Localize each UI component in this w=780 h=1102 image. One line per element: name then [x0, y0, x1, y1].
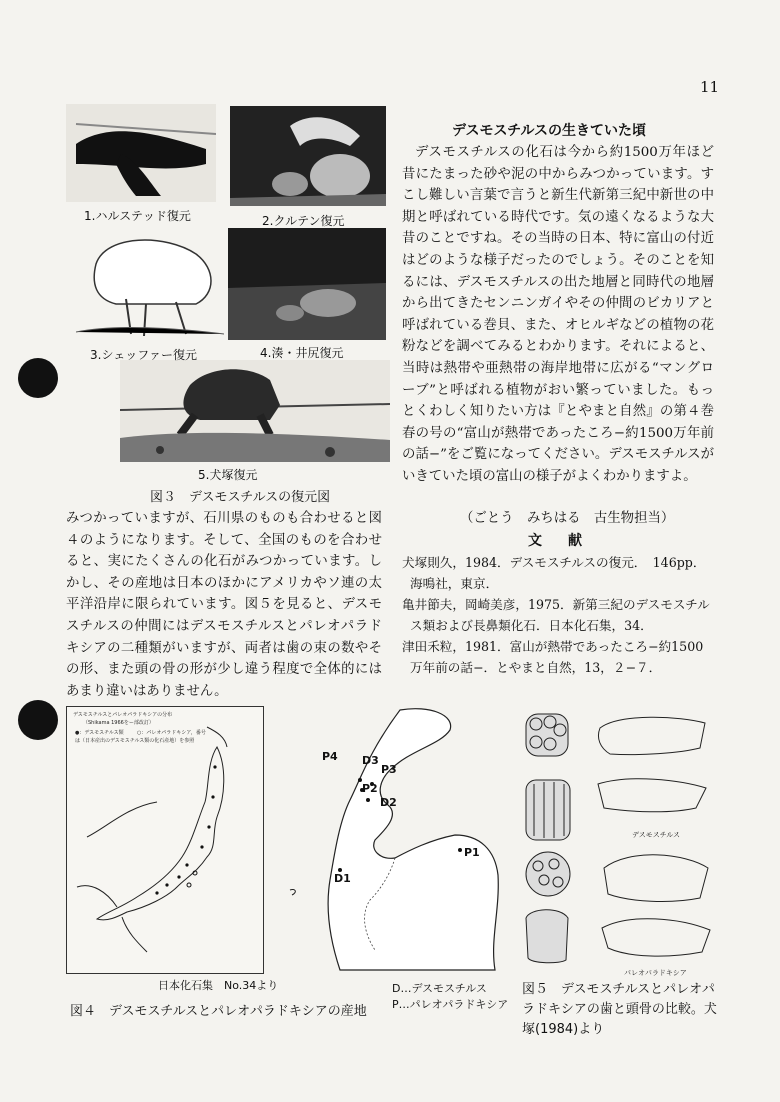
- japan-distribution-map: [66, 706, 264, 974]
- figure3-label-1: 1.ハルステッド復元: [84, 209, 191, 223]
- hokuriku-region-map: [280, 700, 510, 980]
- punch-hole: [18, 358, 58, 398]
- map-source: 日本化石集 No.34より: [158, 979, 279, 992]
- site-label: P2: [362, 782, 378, 795]
- figure3-caption: 図３ デスモスチルスの復元図: [150, 490, 331, 505]
- restoration-inuzuka-image: [120, 360, 390, 462]
- restoration-minato-ijiri-image: [228, 228, 386, 340]
- author-line: （ごとう みちはる 古生物担当）: [460, 511, 675, 526]
- figure5-caption: 図５ デスモスチルスとパレオパラドキシアの歯と頭骨の比較。犬塚(1984)より: [522, 982, 717, 1037]
- references-list: [402, 552, 714, 678]
- reference-item: 津田禾粒，1981．富山が熱帯であったころ−約1500万年前の話−．とやまと自然，13，２−７．: [402, 639, 704, 675]
- map-inset-subtitle: （Shikama 1966をー部改訂）: [83, 720, 154, 726]
- site-label: D1: [334, 872, 351, 885]
- figure3-label-3: 3.シェッファー復元: [90, 348, 197, 362]
- section-title: デスモスチルスの生きていた頃: [452, 123, 647, 139]
- restoration-halstead-image: [66, 104, 216, 202]
- site-label: P4: [322, 750, 338, 763]
- page-number: 11: [700, 78, 720, 96]
- restoration-scheffer-image: [76, 224, 224, 342]
- map-inset-title: デスモスチルスとパレオパラドキシアの分布: [73, 712, 173, 718]
- figure3-label-2: 2.クルテン復元: [262, 214, 345, 228]
- references-heading: 文 献: [528, 533, 588, 549]
- site-label: P1: [464, 846, 480, 859]
- site-label: D2: [380, 796, 397, 809]
- map-inset-legend-2: ○：パレオパラドキシア，番号: [137, 730, 206, 736]
- map-inset-legend-1: ●：デスモスチルス類: [75, 730, 124, 736]
- figure3-label-4: 4.湊・井尻復元: [260, 346, 344, 360]
- label-paleoparadoxia: パレオパラドキシア: [624, 969, 687, 977]
- punch-hole: [18, 700, 58, 740]
- site-label: P3: [381, 763, 397, 776]
- site-label: D3: [362, 754, 379, 767]
- reference-item: 亀井節夫，岡崎美彦，1975．新第三紀のデスモスチルス類および長鼻類化石．日本化石集，34．: [402, 597, 710, 633]
- right-column-paragraph: デスモスチルスの化石は今から約1500万年ほど昔にたまった砂や泥の中からみつかっています。すこし難しい言葉で言うと新生代新第三紀中新世の中期と呼ばれている時代です。気の遠くなるような大昔のことですね。その当時の日本、特に富山の付近はどのような様子だったのでしょう。そのことを知るには、デスモスチルスの出た地層と同時代の地層から出てきたセンニンガイやその仲間のビカリアと呼ばれている巻貝、また、オヒルギなどの植物の花粉などを調べてみるとわかります。それによると、当時は熱帯や亜熱帯の海岸地帯に広がる“マングローブ”と呼ばれる植物がおい繁っていました。もっとくわしく知りたい方は『とやまと自然』の第４巻春の号の“富山が熱帯であったころ−約1500万年前の話−”をご覧になってください。デスモスチルスがいきていた頃の富山の様子がよくわかりますよ。: [402, 145, 714, 484]
- teeth-skull-comparison: [520, 708, 716, 976]
- figure4-caption: 図４ デスモスチルスとパレオパラドキシアの産地: [70, 1004, 367, 1019]
- legend-paleoparadoxia: P…パレオパラドキシア: [392, 998, 509, 1011]
- legend-desmostylus: D…デスモスチルス: [392, 982, 487, 995]
- restoration-kurten-image: [230, 106, 386, 206]
- reference-item: 犬塚則久，1984．デスモスチルスの復元． 146pp． 海鳴社，東京．: [402, 555, 712, 591]
- map-inset-legend-3: は（日本産出のデスモスチルス類の化石産地）を参照: [75, 738, 195, 744]
- label-desmostylus: デスモスチルス: [632, 831, 681, 839]
- figure3-label-5: 5.犬塚復元: [198, 468, 258, 482]
- left-column-paragraph: みつかっていますが、石川県のものも合わせると図４のようになります。そして、全国のものを合わせると、実にたくさんの化石がみつかっています。しかし、その産地は日本のほかにアメリカやソ連の太平洋沿岸に限られています。図５を見ると、デスモスチルスの仲間にはデスモスチルスとパレオパラドキシアの二種類がいますが、両者は歯の束の数やその形、また頭の骨の形が少し違う程度で全体的にはあまり違いはありません。: [66, 511, 382, 699]
